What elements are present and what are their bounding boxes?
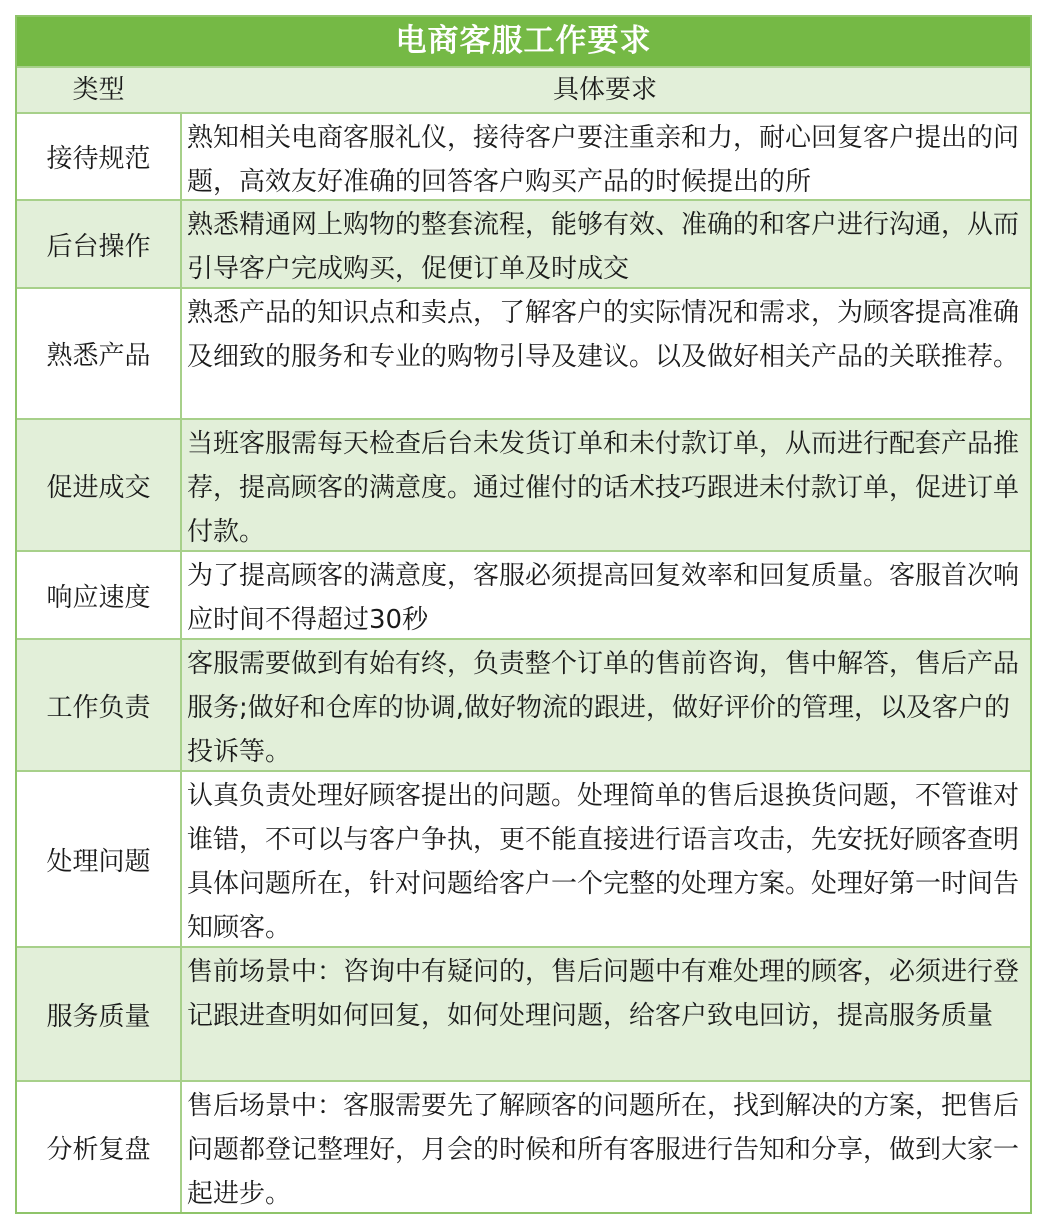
table-title: 电商客服工作要求 [17, 17, 1030, 66]
row-text: 当班客服需每天检查后台未发货订单和未付款订单，从而进行配套产品推荐，提高顾客的满意度。通过催付的话术技巧跟进未付款订单，促进订单付款。 [187, 429, 1020, 547]
table-row [17, 1080, 1030, 1212]
table-row [17, 638, 1030, 770]
row-type: 促进成交 [17, 420, 182, 550]
row-text: 售后场景中：客服需要先了解顾客的问题所在，找到解决的方案，把售后问题都登记整理好，月会的时候和所有客服进行告知和分享，做到大家一起进步。 [187, 1091, 1020, 1209]
table-row [17, 550, 1030, 638]
table-row [17, 946, 1030, 1080]
row-type: 处理问题 [17, 772, 182, 946]
table-header [17, 66, 1030, 112]
table-row [17, 112, 1030, 199]
row-text: 认真负责处理好顾客提出的问题。处理简单的售后退换货问题，不管谁对谁错，不可以与客户争执，更不能直接进行语言攻击，先安抚好顾客查明具体问题所在，针对问题给客户一个完整的处理方案。处理好第一时间告知顾客。 [187, 781, 1020, 943]
row-text: 客服需要做到有始有终，负责整个订单的售前咨询，售中解答，售后产品服务;做好和仓库的协调,做好物流的跟进，做好评价的管理，以及客户的投诉等。 [187, 649, 1020, 767]
row-text: 熟悉产品的知识点和卖点，了解客户的实际情况和需求，为顾客提高准确及细致的服务和专业的购物引导及建议。以及做好相关产品的关联推荐。 [187, 298, 1020, 372]
row-text: 售前场景中：咨询中有疑问的，售后问题中有难处理的顾客，必须进行登记跟进查明如何回复，如何处理问题，给客户致电回访，提高服务质量 [187, 957, 1020, 1031]
row-type: 熟悉产品 [17, 289, 182, 418]
table-row [17, 770, 1030, 946]
row-type: 接待规范 [17, 114, 182, 199]
row-type: 分析复盘 [17, 1082, 182, 1212]
header-type: 类型 [72, 75, 125, 105]
row-text: 为了提高顾客的满意度，客服必须提高回复效率和回复质量。客服首次响应时间不得超过30秒 [187, 561, 1020, 635]
table-body [17, 112, 1030, 1212]
table-row [17, 199, 1030, 287]
row-type: 服务质量 [17, 948, 182, 1080]
row-type: 响应速度 [17, 552, 182, 638]
header-requirement: 具体要求 [552, 75, 657, 105]
row-type: 工作负责 [17, 640, 182, 770]
requirements-table [15, 15, 1032, 1214]
row-text: 熟知相关电商客服礼仪，接待客户要注重亲和力，耐心回复客户提出的问题，高效友好准确的回答客户购买产品的时候提出的所 [187, 123, 1020, 197]
table-row [17, 287, 1030, 418]
table-row [17, 418, 1030, 550]
row-type: 后台操作 [17, 201, 182, 287]
row-text: 熟悉精通网上购物的整套流程，能够有效、准确的和客户进行沟通，从而引导客户完成购买，促便订单及时成交 [187, 210, 1020, 284]
